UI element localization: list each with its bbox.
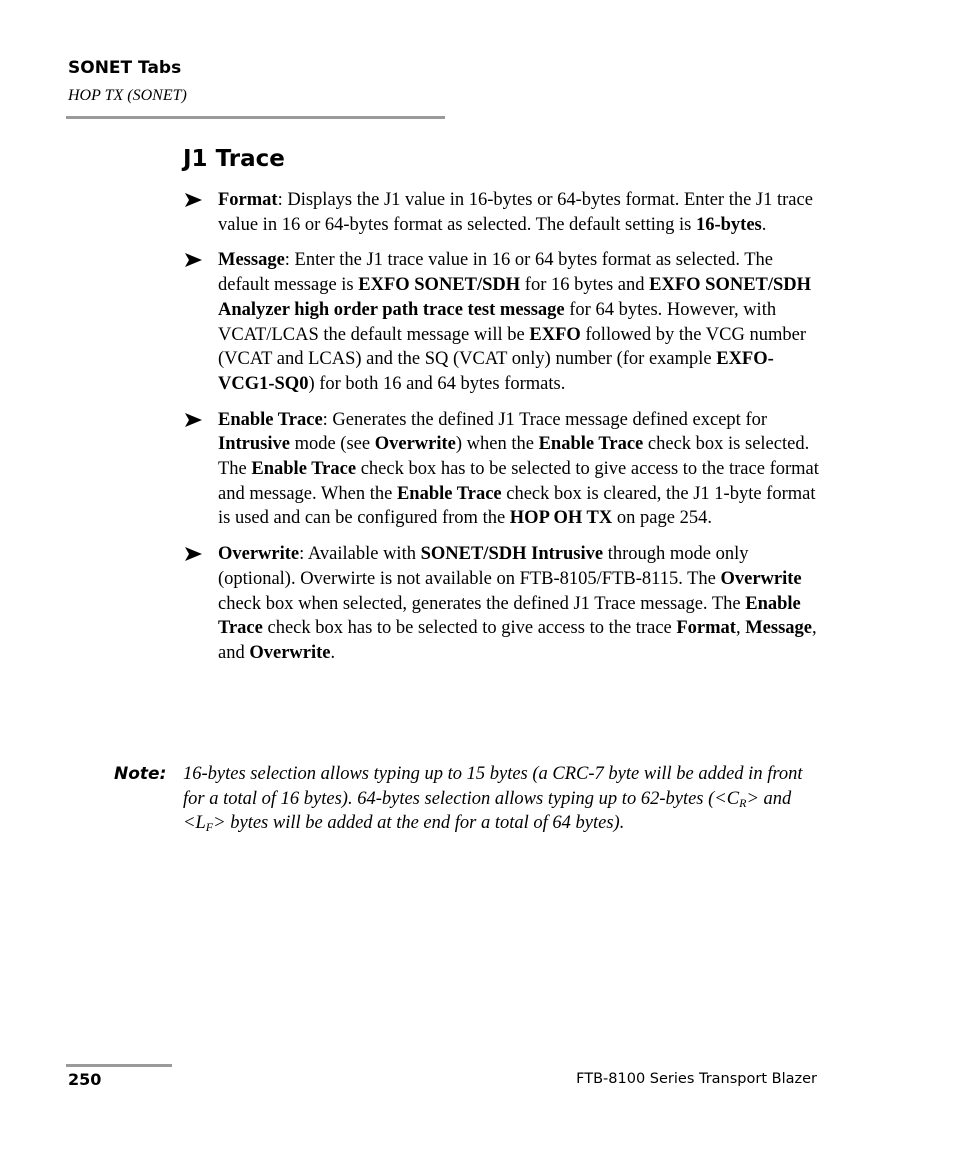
list-item-message: Message: Enter the J1 trace value in 16 or 64 bytes format as selected. The default message is EXFO SONET/SDH for 16 bytes and EXFO SONET/SDH Analyzer high order path trace test message for 64 bytes. However, with VCAT/LCAS the default message will be EXFO followed by the VCG number (VCAT and LCAS) and the SQ (VCAT only) number (for example EXFO-VCG1-SQ0) for both 16 and 64 bytes formats. xyxy=(183,248,823,396)
note-text: 16-bytes selection allows typing up to 15 bytes (a CRC-7 byte will be added in front for a total of 16 bytes). 64-bytes selection allows typing up to 62-bytes ($<C_R>$ and $<L_F>$ bytes will be added at the end for a total of 64 bytes). xyxy=(183,764,803,835)
right-arrowhead-icon xyxy=(183,250,203,270)
list-item-enable-trace: Enable Trace: Generates the defined J1 Trace message defined except for Intrusive mode (see Overwrite) when the Enable Trace check box is selected. The Enable Trace check box has to be selected to give access to the trace format and message. When the Enable Trace check box is cleared, the J1 1-byte format is used and can be configured from the HOP OH TX on page 254. xyxy=(183,408,823,532)
header-divider xyxy=(66,116,445,119)
right-arrowhead-icon xyxy=(183,190,203,210)
right-arrowhead-icon xyxy=(183,544,203,564)
note-label: Note: xyxy=(114,764,167,784)
running-header-subsection: HOP TX (SONET) xyxy=(68,87,187,104)
term: Enable Trace xyxy=(218,409,323,430)
right-arrowhead-icon xyxy=(183,410,203,430)
term: Overwrite xyxy=(218,544,300,565)
definition-list xyxy=(183,188,823,677)
footer-product-title: FTB-8100 Series Transport Blazer xyxy=(576,1071,817,1087)
list-item-format: Format: Displays the J1 value in 16-bytes or 64-bytes format. Enter the J1 trace value in 16 or 64-bytes format as selected. The default setting is 16-bytes. xyxy=(183,188,823,237)
running-header-section: SONET Tabs xyxy=(68,58,182,78)
term: Message xyxy=(218,250,285,271)
term: Format xyxy=(218,190,278,210)
list-item-overwrite: Overwrite: Available with SONET/SDH Intrusive through mode only (optional). Overwirte is not available on FTB-8105/FTB-8115. The Overwrite check box when selected, generates the defined J1 Trace message. The Enable Trace check box has to be selected to give access to the trace Format, Message, and Overwrite. xyxy=(183,542,823,666)
page-title: J1 Trace xyxy=(183,146,285,172)
page-number: 250 xyxy=(68,1070,102,1089)
footer-divider xyxy=(66,1064,172,1067)
